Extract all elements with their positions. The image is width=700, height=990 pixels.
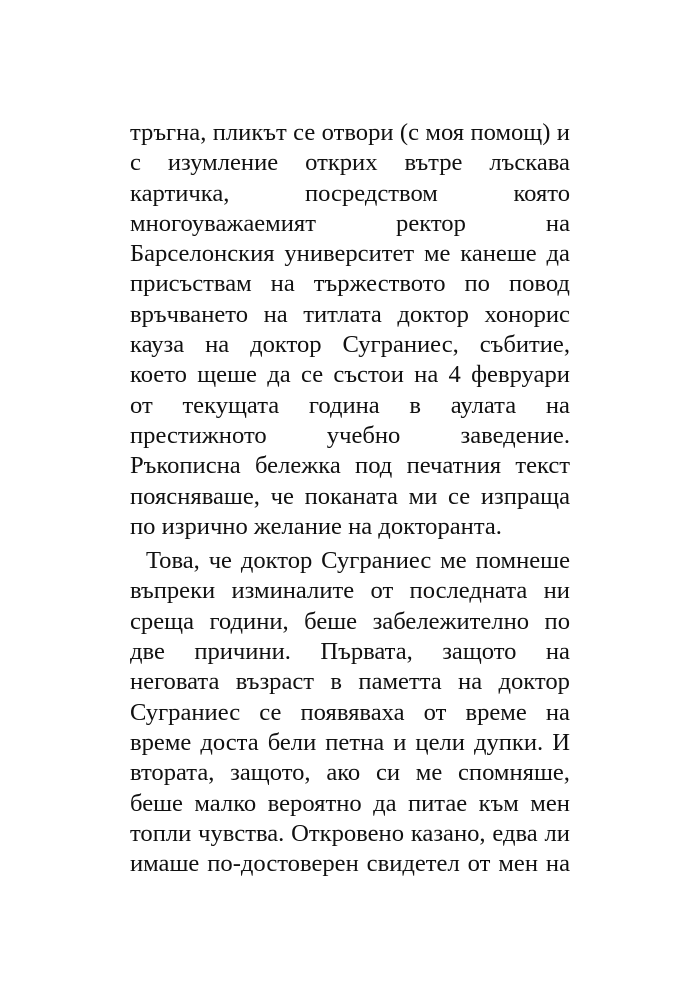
- word: на: [545, 850, 570, 878]
- word: време: [130, 728, 192, 756]
- word: от: [370, 577, 394, 605]
- word: в: [409, 391, 422, 419]
- word: втората,: [130, 759, 215, 787]
- word: и: [556, 119, 570, 146]
- word: че: [208, 547, 232, 575]
- word: време: [465, 698, 527, 726]
- word: години,: [209, 607, 289, 635]
- word: спомняше,: [458, 759, 570, 787]
- word: под: [355, 452, 393, 480]
- word: въпреки: [130, 577, 216, 605]
- word: дупки.: [473, 728, 544, 756]
- word: едва: [492, 819, 538, 847]
- word: състои: [333, 361, 404, 389]
- text-line: [130, 179, 570, 209]
- word: Първата,: [320, 638, 413, 666]
- word: изумление: [167, 149, 279, 177]
- text-line: [130, 239, 570, 269]
- text-line: [130, 849, 570, 879]
- word: Суграниес: [130, 698, 241, 726]
- word: по: [544, 607, 570, 635]
- word: се: [300, 361, 324, 389]
- word: на: [263, 300, 288, 328]
- word: доктор: [250, 331, 322, 359]
- word: която: [513, 179, 570, 207]
- word: картичка,: [130, 179, 230, 207]
- word: ме: [440, 547, 467, 575]
- word: ако: [326, 759, 361, 787]
- text-line: [130, 819, 570, 849]
- word: поканата: [304, 482, 398, 510]
- word: помнеше: [475, 547, 570, 575]
- text-line: [130, 758, 570, 788]
- word: си: [375, 759, 401, 787]
- word: мен: [498, 850, 538, 878]
- text-line: [130, 421, 570, 451]
- word: да: [546, 240, 570, 268]
- word: титлата: [303, 300, 382, 328]
- word: 4: [448, 361, 461, 389]
- word: ми: [408, 482, 438, 510]
- word: лъскава: [489, 149, 570, 177]
- word: петна: [325, 728, 385, 756]
- word: казано,: [410, 819, 486, 847]
- text-line: [130, 667, 570, 697]
- word: доктор: [240, 547, 313, 575]
- word: забележително: [372, 607, 530, 635]
- word: пликът: [212, 119, 287, 146]
- text-line: [130, 482, 570, 512]
- word: поясняваше,: [130, 482, 260, 510]
- text-line: [130, 698, 570, 728]
- word: което: [130, 361, 187, 389]
- text-line: [130, 391, 570, 421]
- word: Суграниес: [321, 547, 432, 575]
- word: (с: [399, 119, 420, 146]
- word: бележка: [254, 452, 341, 480]
- word: многоуважаемият: [130, 209, 316, 237]
- word: щеше: [197, 361, 257, 389]
- word: защото: [442, 638, 517, 666]
- word: канеше: [460, 240, 537, 268]
- word: заведение.: [460, 421, 570, 449]
- word: от: [130, 391, 153, 419]
- word: кауза: [130, 331, 185, 359]
- word: възраст: [235, 668, 315, 696]
- word: да: [373, 789, 397, 817]
- word: защото,: [230, 759, 311, 787]
- text-line: [130, 269, 570, 299]
- word: присъствам: [130, 270, 252, 298]
- word: по: [464, 270, 490, 298]
- word: ни: [543, 577, 570, 605]
- word: ме: [423, 240, 451, 268]
- word: причини.: [194, 638, 291, 666]
- text-line: [130, 576, 570, 606]
- word: на: [205, 331, 230, 359]
- word: доктор: [498, 668, 570, 696]
- word: моя: [425, 119, 465, 146]
- text-line: [130, 451, 570, 481]
- word: цели: [415, 728, 465, 756]
- word: от: [423, 698, 447, 726]
- word: открих: [305, 149, 378, 177]
- body-text: [130, 118, 570, 879]
- text-line: [130, 637, 570, 667]
- word: свидетел: [366, 850, 460, 878]
- word: повод: [508, 270, 570, 298]
- word: да: [267, 361, 291, 389]
- word: изпраща: [480, 482, 570, 510]
- paragraph: [130, 118, 570, 542]
- word: посредством: [304, 179, 438, 207]
- text-line: [130, 789, 570, 819]
- word: се: [448, 482, 471, 510]
- word: на: [458, 668, 483, 696]
- text-line: [130, 148, 570, 178]
- word: чувства.: [198, 819, 285, 847]
- word: И: [552, 728, 570, 756]
- word: ме: [415, 759, 443, 787]
- text-line: [130, 360, 570, 390]
- word: доста: [200, 728, 259, 756]
- word: беше: [130, 789, 183, 817]
- word: отвори: [321, 119, 394, 146]
- paragraph: [130, 546, 570, 879]
- word: появяваха: [300, 698, 405, 726]
- word: Суграниес,: [342, 331, 459, 359]
- word: февруари: [471, 361, 570, 389]
- word: на: [545, 638, 570, 666]
- word: доктор: [397, 300, 469, 328]
- word: среща: [130, 607, 194, 635]
- word: университет: [284, 240, 415, 268]
- word: бели: [267, 728, 317, 756]
- word: тържеството: [313, 270, 446, 298]
- word: малко: [194, 789, 257, 817]
- word: Ръкописна: [130, 452, 241, 480]
- word: Откровено: [291, 819, 405, 847]
- word: топли: [130, 819, 192, 847]
- word: хонорис: [484, 300, 570, 328]
- word: тръгна,: [130, 119, 207, 146]
- word: Това,: [146, 547, 200, 575]
- word: паметта: [358, 668, 442, 696]
- word: и: [393, 728, 407, 756]
- word: година: [308, 391, 380, 419]
- word: на: [270, 270, 295, 298]
- text-line: [130, 546, 570, 576]
- word: събитие,: [479, 331, 570, 359]
- word: учебно: [326, 421, 401, 449]
- word: в: [330, 668, 343, 696]
- word: аулата: [450, 391, 517, 419]
- word: изминалите: [231, 577, 355, 605]
- word: мен: [530, 789, 570, 817]
- text-line: [130, 209, 570, 239]
- text-line: [130, 118, 570, 148]
- word: беше: [304, 607, 358, 635]
- word: вероятно: [267, 789, 362, 817]
- word: ректор: [396, 209, 466, 237]
- word: по-достоверен: [207, 850, 359, 878]
- word: ли: [544, 819, 570, 847]
- word: от: [467, 850, 491, 878]
- word: на: [545, 391, 570, 419]
- text-line: [130, 607, 570, 637]
- word: с: [130, 149, 141, 177]
- word: текст: [515, 452, 570, 480]
- text-line: [130, 300, 570, 330]
- word: на: [545, 209, 570, 237]
- word: на: [414, 361, 439, 389]
- word: последната: [409, 577, 528, 605]
- word: връчването: [130, 300, 248, 328]
- word: текущата: [182, 391, 280, 419]
- text-line: по изрично желание на докторанта.: [130, 512, 502, 540]
- text-line: [130, 330, 570, 360]
- word: две: [130, 638, 165, 666]
- word: на: [545, 698, 570, 726]
- word: вътре: [404, 149, 463, 177]
- word: печатния: [406, 452, 502, 480]
- word: Барселонския: [130, 240, 275, 268]
- text-line: [130, 728, 570, 758]
- word: имаше: [130, 850, 200, 878]
- word: се: [293, 119, 316, 146]
- word: помощ): [470, 119, 551, 146]
- word: престижното: [130, 421, 267, 449]
- word: питае: [407, 789, 468, 817]
- word: че: [270, 482, 294, 510]
- word: се: [259, 698, 282, 726]
- word: неговата: [130, 668, 220, 696]
- word: към: [478, 789, 519, 817]
